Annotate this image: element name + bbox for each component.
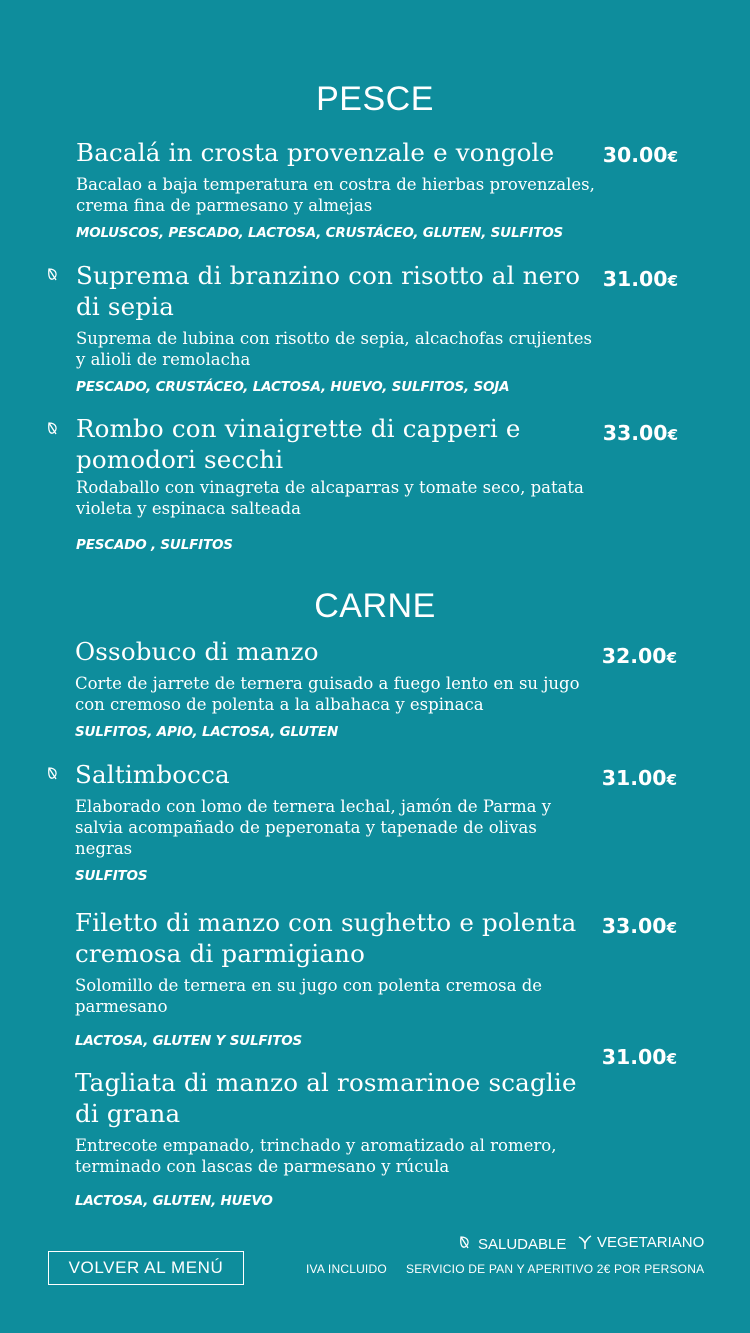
dish-allergens: PESCADO, CRUSTÁCEO, LACTOSA, HUEVO, SULFITOS, SOJA <box>76 379 510 395</box>
dish-price: 31.00€ <box>601 1045 677 1069</box>
dish-name: Rombo con vinaigrette di capperi e pomodori secchi <box>76 414 521 474</box>
dish-price: 31.00€ <box>601 766 677 790</box>
dish-name: Filetto di manzo con sughetto e polenta cremosa di parmigiano <box>75 908 577 968</box>
leaf-icon <box>47 422 59 436</box>
dish-price: 33.00€ <box>601 914 677 938</box>
menu-item <box>75 907 595 1049</box>
back-to-menu-button[interactable]: VOLVER AL MENÚ <box>48 1251 244 1285</box>
sprout-icon <box>578 1235 592 1250</box>
dish-price: 32.00€ <box>601 644 677 668</box>
dish-description: Rodaballo con vinagreta de alcaparras y tomate seco, patata violeta y espinaca salteada <box>76 478 584 518</box>
dish-allergens: LACTOSA, GLUTEN Y SULFITOS <box>75 1033 303 1049</box>
legend-vegetarian-label: VEGETARIANO <box>597 1234 705 1251</box>
leaf-icon <box>459 1236 471 1250</box>
dish-price: 31.00€ <box>602 267 678 291</box>
service-note: SERVICIO DE PAN Y APERITIVO 2€ POR PERSONA <box>406 1262 705 1276</box>
leaf-icon <box>47 767 59 781</box>
section-title-pesce: PESCE <box>316 80 434 118</box>
dish-description: Entrecote empanado, trinchado y aromatizado al romero, terminado con lascas de parmesano y rúcula <box>75 1136 557 1176</box>
dish-allergens: SULFITOS <box>75 868 148 884</box>
menu-item <box>75 759 595 884</box>
dish-price: 30.00€ <box>602 143 678 167</box>
menu-item <box>75 636 595 740</box>
menu-item <box>75 1067 595 1209</box>
dish-description: Solomillo de ternera en su jugo con polenta cremosa de parmesano <box>75 976 543 1016</box>
dish-name: Ossobuco di manzo <box>75 637 319 666</box>
dish-description: Corte de jarrete de ternera guisado a fuego lento en su jugo con cremoso de polenta a la albahaca y espinaca <box>75 674 580 714</box>
dish-allergens: SULFITOS, APIO, LACTOSA, GLUTEN <box>75 724 339 740</box>
leaf-icon <box>47 268 59 282</box>
iva-note: IVA INCLUIDO <box>306 1262 387 1276</box>
dish-price: 33.00€ <box>602 421 678 445</box>
dish-name: Suprema di branzino con risotto al nero di sepia <box>76 261 581 321</box>
dish-allergens: LACTOSA, GLUTEN, HUEVO <box>75 1193 273 1209</box>
dish-description: Elaborado con lomo de ternera lechal, jamón de Parma y salvia acompañado de peperonata y tapenade de olivas negras <box>75 797 552 858</box>
dish-name: Saltimbocca <box>75 760 230 789</box>
dish-name: Tagliata di manzo al rosmarinoe scaglie di grana <box>75 1068 577 1128</box>
dish-name: Bacalá in crosta provenzale e vongole <box>76 138 555 167</box>
menu-item <box>76 260 596 395</box>
section-title-carne: CARNE <box>314 587 436 625</box>
legend-healthy-label: SALUDABLE <box>478 1236 567 1253</box>
dish-allergens: MOLUSCOS, PESCADO, LACTOSA, CRUSTÁCEO, GLUTEN, SULFITOS <box>76 225 564 241</box>
menu-item <box>76 137 596 241</box>
menu-item <box>76 413 596 553</box>
dish-description: Bacalao a baja temperatura en costra de hierbas provenzales, crema fina de parmesano y almejas <box>76 175 595 215</box>
dish-allergens: PESCADO , SULFITOS <box>76 537 233 553</box>
dish-description: Suprema de lubina con risotto de sepia, alcachofas crujientes y alioli de remolacha <box>76 329 592 369</box>
